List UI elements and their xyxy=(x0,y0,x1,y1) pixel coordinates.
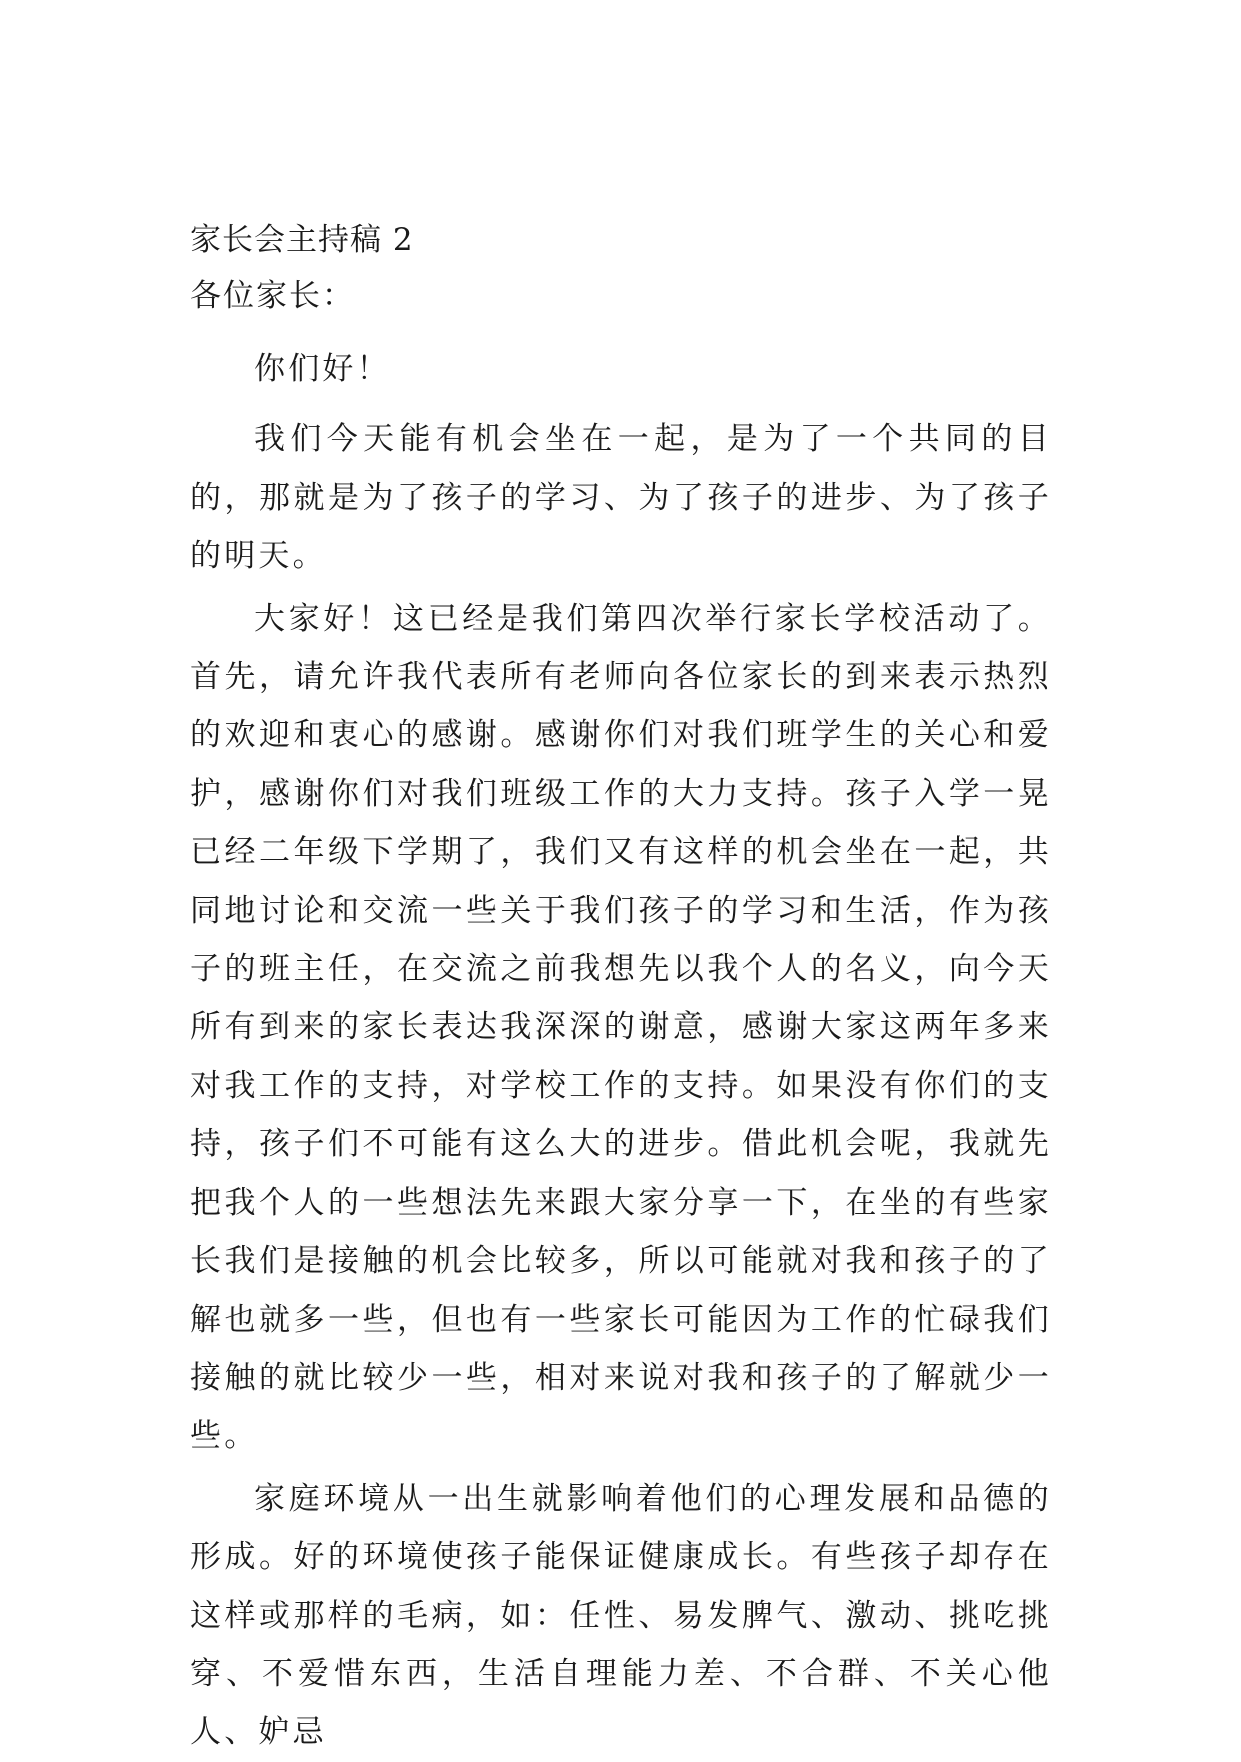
paragraph-greeting: 你们好！ xyxy=(254,351,391,387)
paragraph-purpose: 我们今天能有机会坐在一起，是为了一个共同的目的，那就是为了孩子的学习、为了孩子的进步、为了孩子的明天。 xyxy=(190,421,1052,575)
paragraph-family-environment: 家庭环境从一出生就影响着他们的心理发展和品德的形成。好的环境使孩子能保证健康成长。有些孩子却存在这样或那样的毛病，如：任性、易发脾气、激动、挑吃挑穿、不爱惜东西，生活自理能力差、不合群、不关心他人、妒忌 xyxy=(190,1480,1052,1751)
document-title: 家长会主持稿 2 xyxy=(190,222,414,258)
salutation: 各位家长： xyxy=(190,278,355,314)
document-body xyxy=(190,222,1052,1762)
paragraph-welcome: 大家好！这已经是我们第四次举行家长学校活动了。首先，请允许我代表所有老师向各位家长的到来表示热烈的欢迎和衷心的感谢。感谢你们对我们班学生的关心和爱护，感谢你们对我们班级工作的大力支持。孩子入学一晃已经二年级下学期了，我们又有这样的机会坐在一起，共同地讨论和交流一些关于我们孩子的学习和生活，作为孩子的班主任，在交流之前我想先以我个人的名义，向今天所有到来的家长表达我深深的谢意，感谢大家这两年多来对我工作的支持，对学校工作的支持。如果没有你们的支持，孩子们不可能有这么大的进步。借此机会呢，我就先把我个人的一些想法先来跟大家分享一下，在坐的有些家长我们是接触的机会比较多，所以可能就对我和孩子的了解也就多一些，但也有一些家长可能因为工作的忙碌我们接触的就比较少一些，相对来说对我和孩子的了解就少一些。 xyxy=(190,600,1052,1455)
